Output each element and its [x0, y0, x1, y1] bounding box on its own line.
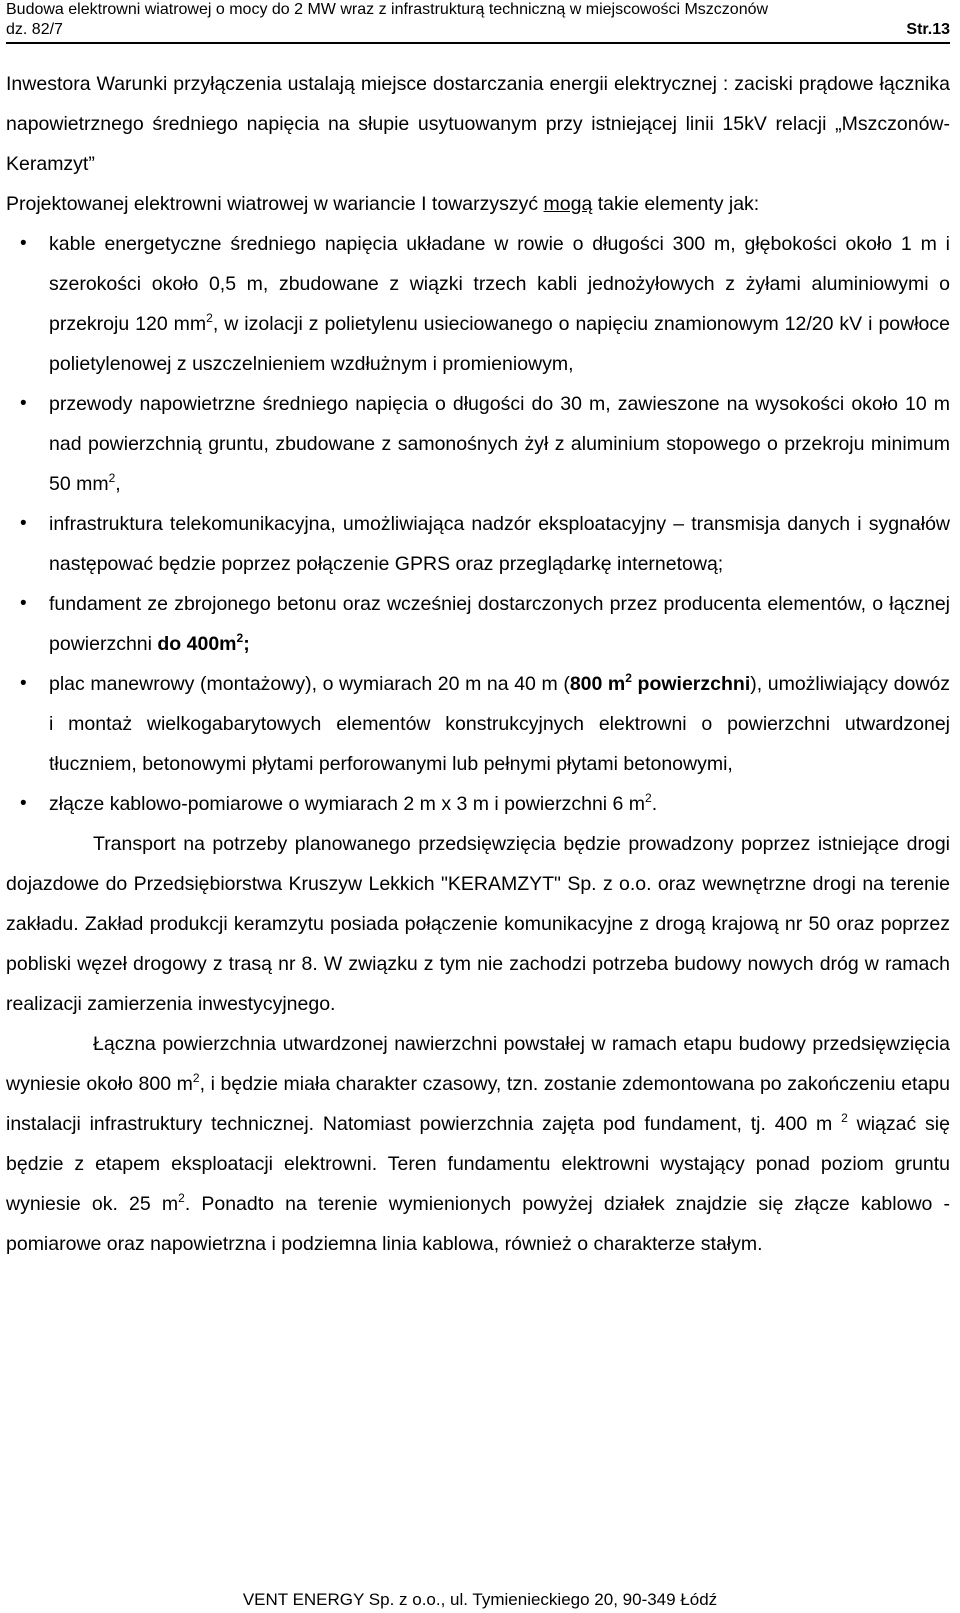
list-item-text: fundament ze zbrojonego betonu oraz wcześniej dostarczonych przez producenta elementów, o łącznej powierzchni [49, 593, 950, 655]
surface-paragraph [6, 1024, 950, 1264]
list-item-text: kable energetyczne średniego napięcia układane w rowie o długości 300 m, głębokości około 1 m i szerokości około 0,5 m, zbudowane z wiązki trzech kabli jednożyłowych z żyłami aluminiowymi o przekroju 120 mm [49, 233, 950, 335]
page-header [6, 0, 950, 40]
elements-lead-text-b: takie elementy jak: [592, 193, 760, 215]
bold-area-label: powierzchni [631, 673, 751, 695]
list-item-text: złącze kablowo-pomiarowe o wymiarach 2 m x 3 m i powierzchni 6 m [49, 793, 646, 815]
superscript: 2 [108, 471, 116, 485]
list-item-connector [6, 784, 950, 824]
list-item-overhead-lines [6, 384, 950, 504]
list-item-tail: . [651, 793, 658, 815]
list-item-telecom [6, 504, 950, 584]
surface-text-1: Łączna powierzchnia utwardzonej nawierzchni powstałej w ramach etapu budowy przedsięwzięcia wyniesie około 800 m [6, 1033, 950, 1095]
list-item-assembly-yard [6, 664, 950, 784]
superscript: 2 [236, 631, 244, 645]
elements-list [6, 224, 950, 824]
superscript: 2 [841, 1111, 848, 1125]
surface-text-2: , i będzie miała charakter czasowy, tzn. zostanie zdemontowana po zakończeniu etapu instalacji infrastruktury technicznej. Natomiast powierzchnia zajęta pod fundament, tj. 400 m [6, 1073, 951, 1135]
superscript: 2 [625, 671, 632, 685]
list-item-text: plac manewrowy (montażowy), o wymiarach 20 m na 40 m ( [49, 673, 570, 695]
page-number: Str.13 [906, 21, 950, 38]
elements-lead-text-a: Projektowanej elektrowni wiatrowej w wariancie I towarzyszyć [6, 193, 544, 215]
list-item-text: infrastruktura telekomunikacyjna, umożliwiająca nadzór eksploatacyjny – transmisja danych i sygnałów następować będzie poprzez połączenie GPRS oraz przeglądarkę internetową; [49, 513, 950, 575]
page-footer: VENT ENERGY Sp. z o.o., ul. Tymienieckiego 20, 90-349 Łódź [242, 1590, 718, 1609]
elements-lead-underlined: mogą [543, 193, 593, 215]
header-divider [6, 42, 950, 44]
elements-lead [6, 184, 950, 224]
superscript: 2 [645, 791, 652, 805]
bold-area: do 400m [157, 633, 237, 655]
list-item-tail: ), umożliwiający dowóz i montaż wielkogabarytowych elementów konstrukcyjnych elektrowni o powierzchni utwardzonej tłuczniem, betonowymi płytami perforowanymi lub pełnymi płytami betonowymi, [49, 673, 950, 775]
intro-paragraph: Inwestora Warunki przyłączenia ustalają miejsce dostarczania energii elektrycznej : zaciski prądowe łącznika napowietrznego średniego napięcia na słupie usytuowanym przy istniejącej linii 15kV relacji „Mszczonów-Keramzyt” [6, 73, 950, 175]
transport-paragraph: Transport na potrzeby planowanego przedsięwzięcia będzie prowadzony poprzez istniejące drogi dojazdowe do Przedsiębiorstwa Kruszyw Lekkich "KERAMZYT" Sp. z o.o. oraz wewnętrzne drogi na terenie zakładu. Zakład produkcji keramzytu posiada połączenie komunikacyjne z drogą krajową nr 50 oraz poprzez pobliski węzeł drogowy z trasą nr 8. W związku z tym nie zachodzi potrzeba budowy nowych dróg w ramach realizacji zamierzenia inwestycyjnego. [6, 833, 950, 1015]
surface-text-4: . Ponadto na terenie wymienionych powyżej działek znajdzie się złącze kablowo - pomiarowe oraz napowietrzna i podziemna linia kablowa, również o charakterze stałym. [6, 1193, 951, 1255]
bold-area: 800 m [569, 673, 626, 695]
list-item-tail: , [115, 473, 121, 495]
header-title: Budowa elektrowni wiatrowej o mocy do 2 MW wraz z infrastrukturą techniczną w miejscowości Mszczonów [6, 1, 769, 18]
document-body [6, 64, 950, 1264]
list-item-foundation [6, 584, 950, 664]
header-second-row [6, 20, 950, 40]
list-item-cables [6, 224, 950, 384]
list-item-tail: , w izolacji z polietylenu usieciowanego o napięciu znamionowym 12/20 kV i powłoce polietylenowej z uszczelnieniem wzdłużnym i promieniowym, [49, 313, 950, 375]
header-parcel: dz. 82/7 [6, 21, 63, 38]
superscript: 2 [192, 1071, 200, 1085]
surface-text-3: wiązać się będzie z etapem eksploatacji elektrowni. Teren fundamentu elektrowni wystający ponad poziom gruntu wyniesie ok. 25 m [6, 1113, 950, 1215]
superscript: 2 [206, 311, 213, 325]
list-item-tail: ; [243, 633, 250, 655]
list-item-text: przewody napowietrzne średniego napięcia o długości do 30 m, zawieszone na wysokości około 10 m nad powierzchnią gruntu, zbudowane z samonośnych żył z aluminium stopowego o przekroju minimum 50 mm [49, 393, 950, 495]
superscript: 2 [178, 1191, 185, 1205]
